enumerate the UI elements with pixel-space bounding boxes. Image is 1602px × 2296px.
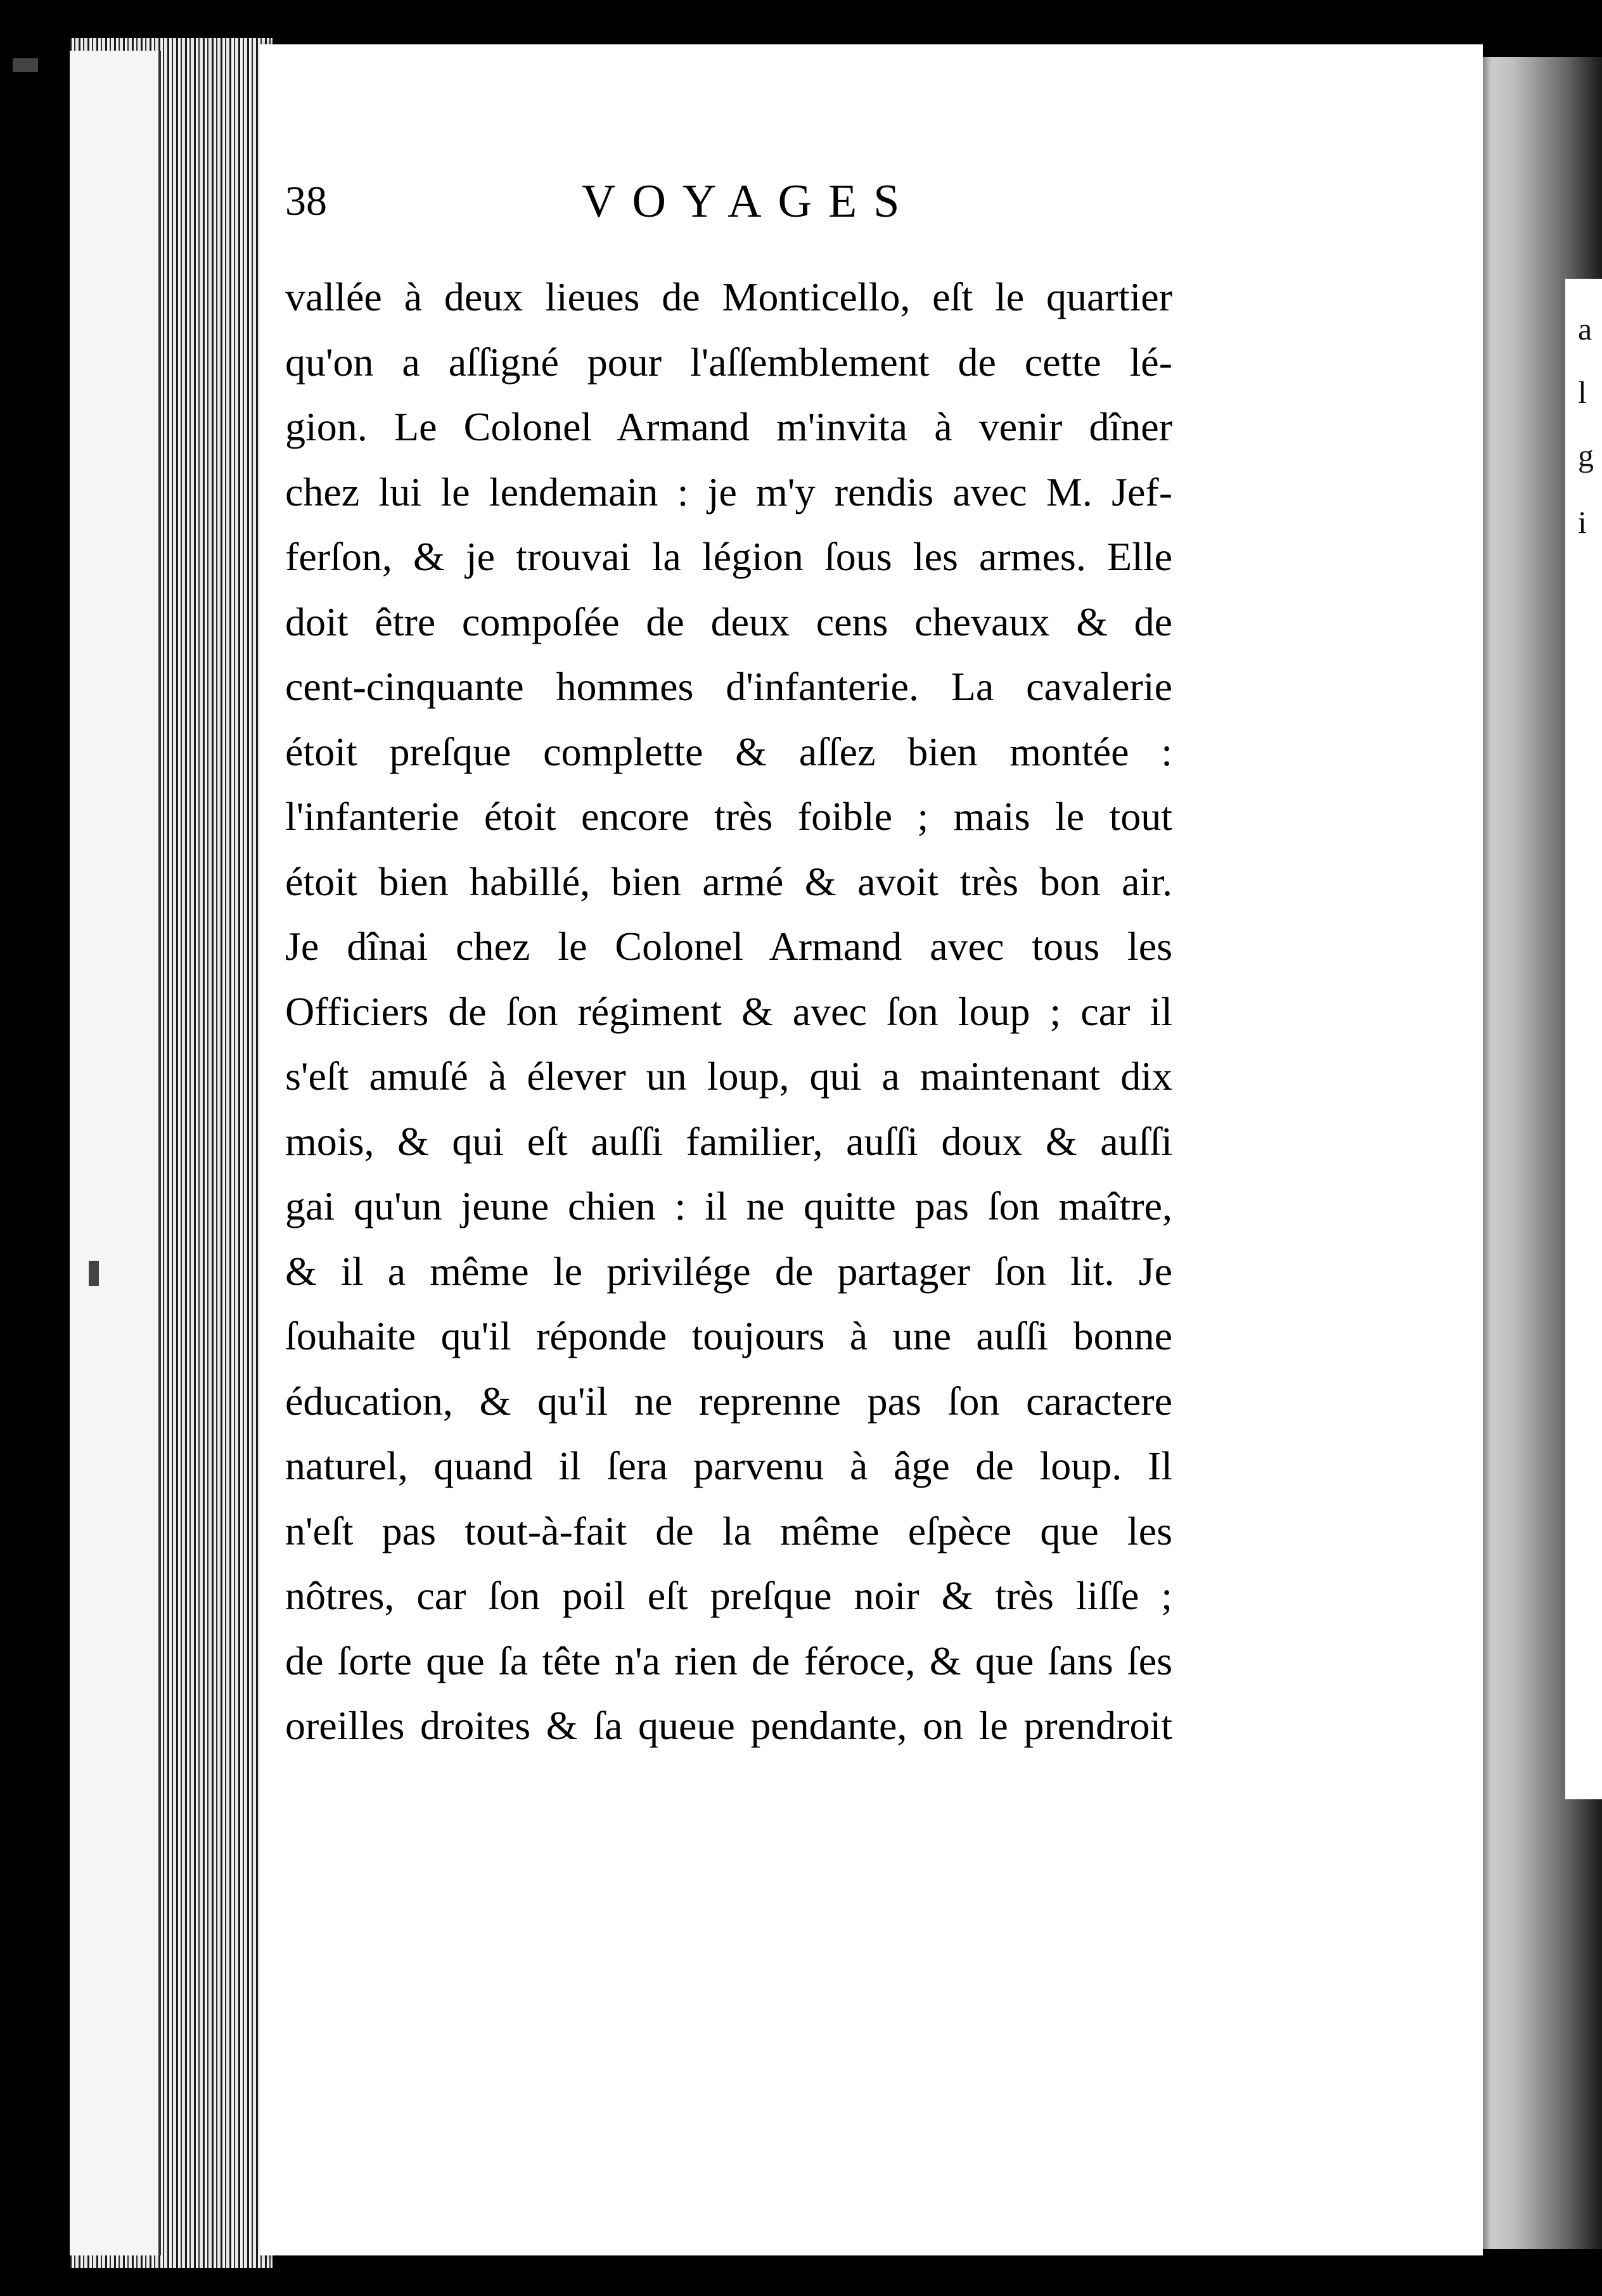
text-line: gion. Le Colonel Armand m'invita à venir dîner [285,404,1172,449]
text-line: naturel, quand il ſera parvenu à âge de loup. Il [285,1443,1172,1488]
text-line: oreilles droites & ſa queue pendante, on le prendroit [285,1703,1172,1748]
book-page-edge-inner [70,51,161,2255]
text-line: Je dînai chez le Colonel Armand avec tous les [285,924,1172,969]
text-line: ferſon, & je trouvai la légion ſous les armes. Elle [285,534,1172,579]
text-line: Officiers de ſon régiment & avec ſon loup ; car il [285,988,1172,1034]
text-line: de ſorte que ſa tête n'a rien de féroce, & que ſans ſes [285,1638,1172,1683]
facing-page-fragment: a [1578,311,1592,347]
text-line: ſouhaite qu'il réponde toujours à une auſſi bonne [285,1313,1172,1358]
facing-page-fragment: i [1578,504,1587,540]
text-line: cent-cinquante hommes d'infanterie. La cavalerie [285,664,1172,709]
text-line: n'eſt pas tout-à-fait de la même eſpèce que les [285,1508,1172,1553]
text-line: chez lui le lendemain : je m'y rendis avec M. Jef- [285,469,1172,514]
text-line: gai qu'un jeune chien : il ne quitte pas ſon maître, [285,1183,1172,1228]
text-line: doit être compoſée de deux cens chevaux & de [285,599,1172,644]
text-line: s'eſt amuſé à élever un loup, qui a maintenant dix [285,1054,1172,1099]
running-head-title: VOYAGES [582,175,916,227]
page-header [285,177,1172,241]
text-line: mois, & qui eſt auſſi familier, auſſi doux & auſſi [285,1118,1172,1164]
body-text [285,265,1172,1759]
text-line: étoit preſque complette & aſſez bien montée : [285,729,1172,774]
text-line: vallée à deux lieues de Monticello, eſt le quartier [285,274,1172,319]
scan-artifact-mark [89,1261,99,1286]
text-line: l'infanterie étoit encore très foible ; mais le tout [285,794,1172,839]
page-number: 38 [285,178,327,224]
text-line: qu'on a aſſigné pour l'aſſemblement de cette lé- [285,339,1172,385]
text-line: & il a même le privilége de partager ſon lit. Je [285,1248,1172,1294]
text-line: éducation, & qu'il ne reprenne pas ſon caractere [285,1378,1172,1424]
text-line: étoit bien habillé, bien armé & avoit très bon air. [285,858,1172,904]
text-line: nôtres, car ſon poil eſt preſque noir & très liſſe ; [285,1573,1172,1618]
facing-page-fragment: l [1578,374,1587,410]
facing-page-fragment: g [1578,438,1594,473]
scan-artifact-mark [13,58,38,72]
